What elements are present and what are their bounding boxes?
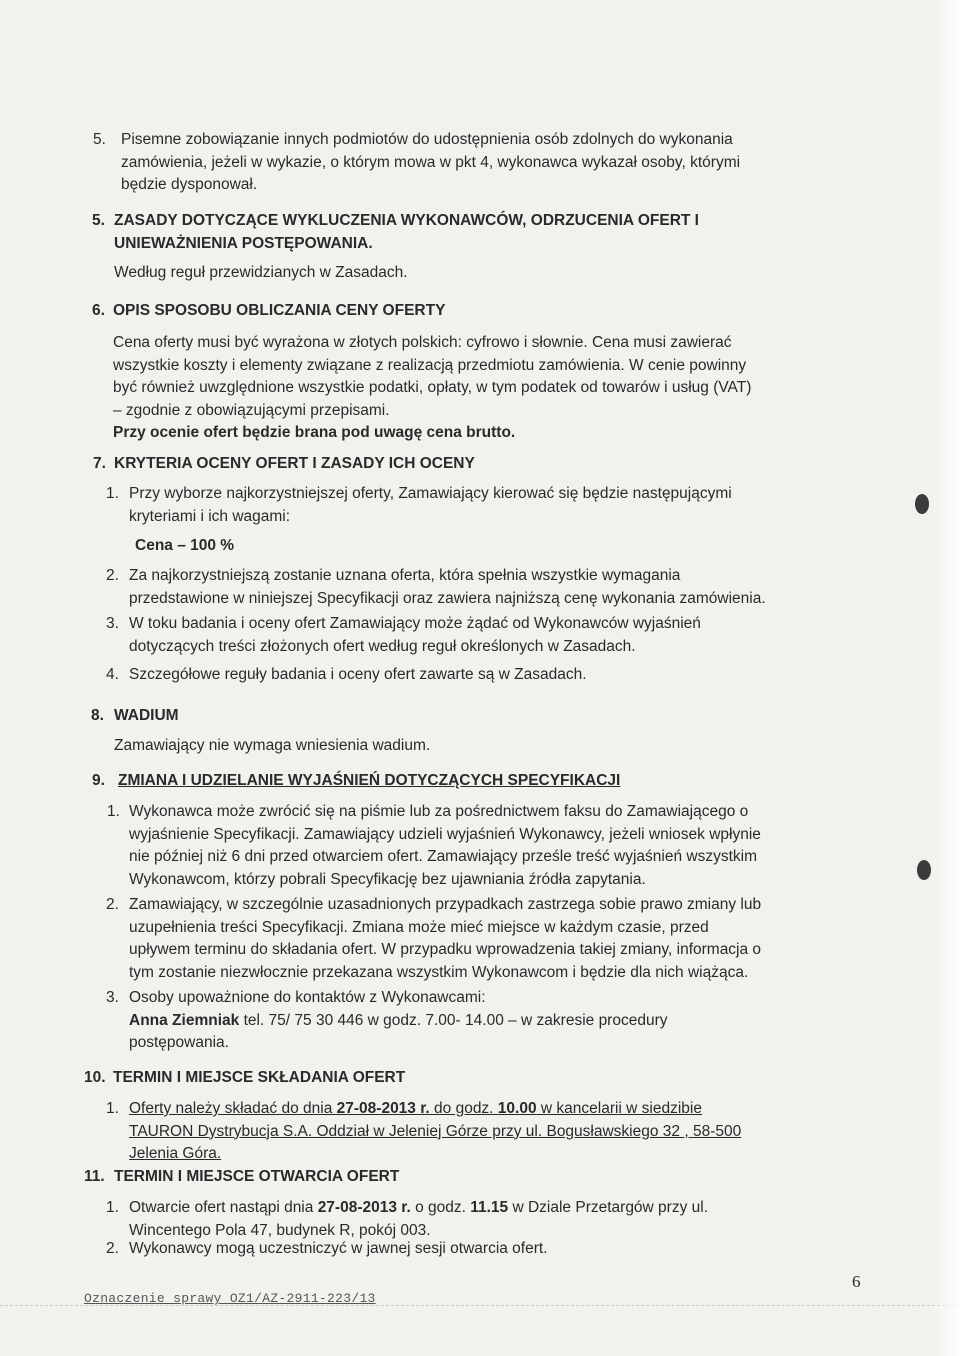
text-line: Jelenia Góra. [129,1145,222,1162]
section-7-item-1 [129,483,868,528]
section-11-item-2: Wykonawcy mogą uczestniczyć w jawnej sesji otwarcia ofert. [129,1240,548,1257]
section-8-text: Zamawiający nie wymaga wniesienia wadium. [114,737,431,754]
heading-line: ZASADY DOTYCZĄCE WYKLUCZENIA WYKONAWCÓW, ODRZUCENIA OFERT I [114,212,699,229]
section-7-heading: KRYTERIA OCENY OFERT I ZASADY ICH OCENY [114,455,475,472]
text-line: Zamawiający, w szczególnie uzasadnionych przypadkach zastrzega sobie prawo zmiany lub [129,896,762,913]
text-fragment: o godz. [410,1199,471,1216]
section-5-text: Według reguł przewidzianych w Zasadach. [114,264,408,281]
item-number: 4. [106,666,119,683]
section-7-item-3 [129,613,868,658]
section-11-heading: TERMIN I MIEJSCE OTWARCIA OFERT [114,1168,400,1185]
section-number: 5. [92,212,105,229]
section-number: 6. [92,302,105,319]
text-line: będzie dysponował. [121,176,258,193]
section-number: 8. [91,707,104,724]
text-line: upływem terminu do składania ofert. W przypadku wprowadzenia takiej zmiany, informacja o [129,941,762,958]
section-number: 9. [92,772,105,789]
section-10-heading: TERMIN I MIEJSCE SKŁADANIA OFERT [113,1069,406,1086]
section-9-item-2 [129,894,868,984]
item-number: 5. [93,131,106,148]
text-line: tym zostanie niezwłocznie przekazana wszystkim Wykonawcom i będzie dla nich wiążąca. [129,963,749,981]
section-10-item-1 [129,1098,868,1166]
text-line: dotyczących treści złożonych ofert według reguł określonych w Zasadach. [129,637,636,655]
section-number: 7. [93,455,106,472]
text-line: kryteriami i ich wagami: [129,507,291,525]
item-number: 3. [106,615,119,632]
text-line: być również uwzględnione wszystkie podatki, opłaty, w tym podatek od towarów i usług (VAT) [113,379,752,396]
text-line: uzupełnienia treści Specyfikacji. Zmiana może mieć miejsce w każdym czasie, przed [129,918,709,936]
section-8-heading: WADIUM [114,707,179,724]
text-line: Osoby upoważnione do kontaktów z Wykonawcami: [129,989,486,1006]
item-number: 2. [106,896,119,913]
section-6-heading: OPIS SPOSOBU OBLICZANIA CENY OFERTY [113,302,446,319]
text-line: wyjaśnienie Specyfikacji. Zamawiający udzieli wyjaśnień Wykonawcy, jeżeli wniosek wpłynie [129,825,761,843]
text-fragment: Otwarcie ofert nastąpi dnia [129,1199,318,1216]
section-7-item-2 [129,565,868,610]
item-number: 1. [106,1199,119,1216]
section-11-item-1 [129,1197,868,1242]
item-number: 2. [106,1240,119,1257]
text-line: Wykonawcom, którzy pobrali Specyfikację bez ujawniania źródła zapytania. [129,870,646,888]
section-6-text [113,332,868,445]
text-line: Cena oferty musi być wyrażona w złotych polskich: cyfrowo i słownie. Cena musi zawierać [113,334,732,351]
text-line: nie później niż 6 dni przed otwarciem ofert. Zamawiający prześle treść wyjaśnień wszystkim [129,848,757,865]
section-9-item-1 [129,801,868,891]
opening-time: 11.15 [470,1199,509,1216]
section-9-heading: ZMIANA I UDZIELANIE WYJAŚNIEŃ DOTYCZĄCYCH SPECYFIKACJI [118,772,621,789]
punch-hole [915,494,929,514]
item-number: 1. [106,485,119,502]
case-reference: Oznaczenie sprawy OZ1/AZ-2911-223/13 [84,1291,376,1306]
heading-line: UNIEWAŻNIENIA POSTĘPOWANIA. [114,234,373,252]
bold-statement: Przy ocenie ofert będzie brana pod uwagę cena brutto. [113,424,516,441]
item-number: 1. [106,1100,119,1117]
text-line: Za najkorzystniejszą zostanie uznana oferta, która spełnia wszystkie wymagania [129,567,681,584]
text-line: wszystkie koszty i elementy związane z realizacją przedmiotu zamówienia. W cenie powinny [113,356,747,374]
item-number: 3. [106,989,119,1006]
text-line: Wykonawca może zwrócić się na piśmie lub za pośrednictwem faksu do Zamawiającego o [129,803,749,820]
text-line: zamówienia, jeżeli w wykazie, o którym mowa w pkt 4, wykonawca wykazał osoby, którymi [121,153,741,171]
opening-date: 27-08-2013 r. [317,1199,411,1216]
text-fragment: Oferty należy składać do dnia [129,1100,337,1117]
contact-person-name: Anna Ziemniak [129,1011,240,1029]
criterion-price: Cena – 100 % [135,537,235,554]
text-fragment: do godz. [429,1100,498,1117]
scan-edge [930,0,960,1356]
text-line: przedstawione w niniejszej Specyfikacji oraz zawiera najniższą cenę wykonania zamówienia. [129,589,766,607]
text-line [129,1098,868,1121]
text-line: postępowania. [129,1034,229,1051]
page-number: 6 [852,1272,861,1291]
text-fragment: w kancelarii w siedzibie [536,1100,702,1117]
text-fragment: w Dziale Przetargów przy ul. [508,1199,709,1216]
contact-details: tel. 75/ 75 30 446 w godz. 7.00- 14.00 – w zakresie procedury [243,1011,668,1029]
section-number: 10. [84,1069,106,1086]
text-line: – zgodnie z obowiązującymi przepisami. [113,401,390,419]
section-9-item-3 [129,987,868,1055]
text-line: W toku badania i oceny ofert Zamawiający może żądać od Wykonawców wyjaśnień [129,615,701,632]
section-number: 11. [84,1168,105,1185]
item-number: 1. [107,803,120,820]
deadline-date: 27-08-2013 r. [336,1100,430,1117]
section-5-heading [114,210,874,255]
text-line [129,1197,868,1220]
text-line: Pisemne zobowiązanie innych podmiotów do udostępnienia osób zdolnych do wykonania [121,131,733,148]
deadline-time: 10.00 [497,1100,537,1117]
section-7-item-4: Szczegółowe reguły badania i oceny ofert zawarte są w Zasadach. [129,666,587,683]
text-line: TAURON Dystrybucja S.A. Oddział w Jeleniej Górze przy ul. Bogusławskiego 32 , 58-500 [129,1122,742,1140]
punch-hole [917,860,931,880]
text-line: Wincentego Pola 47, budynek R, pokój 003. [129,1221,431,1239]
item-number: 2. [106,567,119,584]
text-line: Przy wyborze najkorzystniejszej oferty, Zamawiający kierować się będzie następującymi [129,485,732,502]
contact-line [129,1010,868,1033]
item5-text [121,129,868,197]
